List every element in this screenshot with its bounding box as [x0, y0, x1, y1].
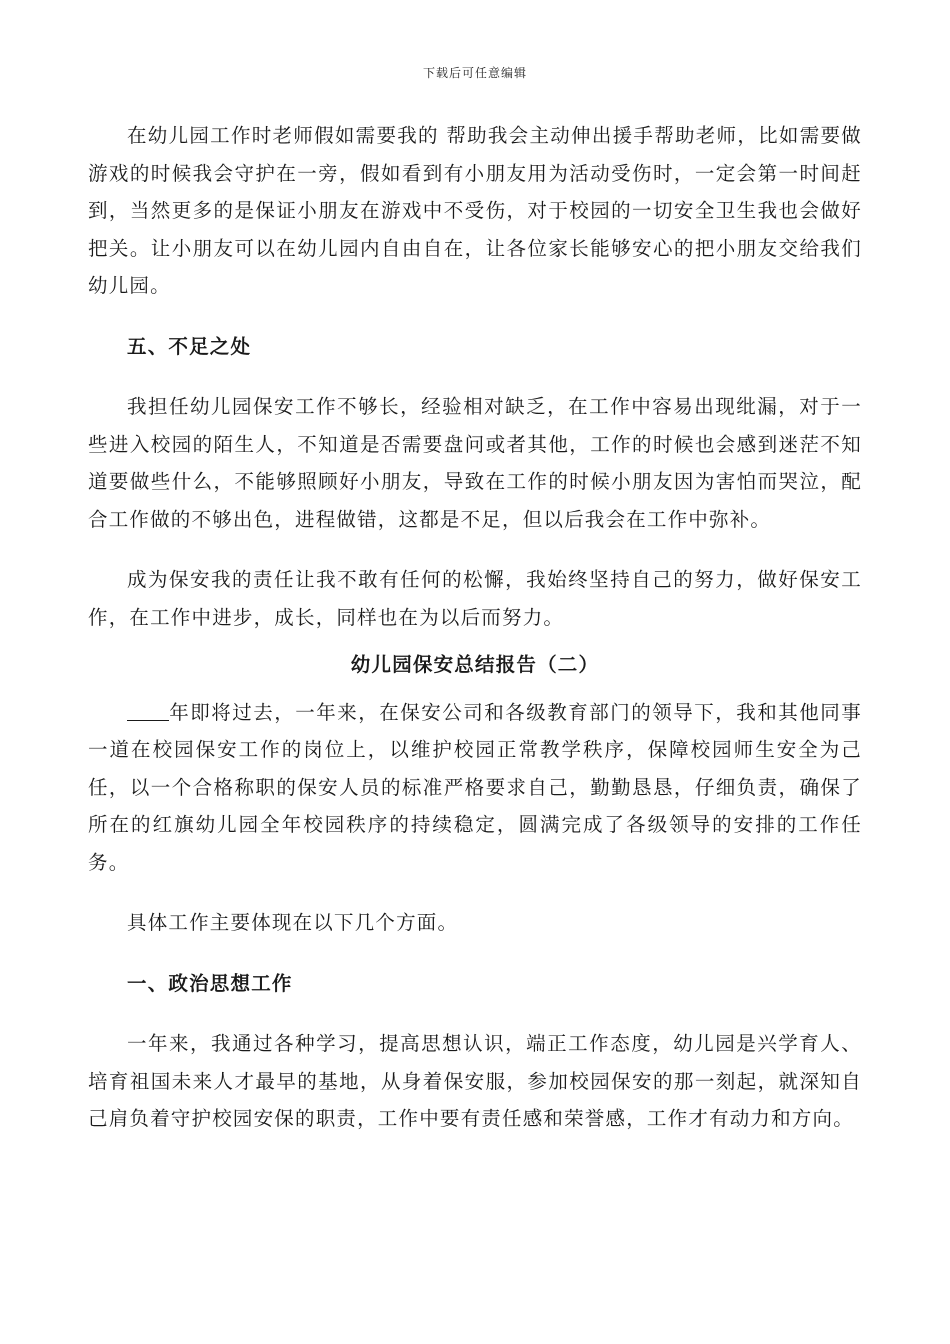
paragraph-responsibility: 成为保安我的责任让我不敢有任何的松懈，我始终坚持自己的努力，做好保安工作，在工作中进步，成长，同样也在为以后而努力。 — [88, 568, 862, 629]
paragraph-year-summary — [88, 694, 862, 882]
year-summary-text: 年即将过去，一年来，在保安公司和各级教育部门的领导下，我和其他同事一道在校园保安工作的岗位上，以维护校园正常教学秩序，保障校园师生安全为己任，以一个合格称职的保安人员的标准严格要求自己，勤勤恳恳，仔细负责，确保了所在的红旗幼儿园全年校园秩序的持续稳定，圆满完成了各级领导的安排的工作任务。 — [88, 700, 862, 874]
paragraph-shortcomings: 我担任幼儿园保安工作不够长，经验相对缺乏，在工作中容易出现纰漏，对于一些进入校园的陌生人，不知道是否需要盘问或者其他，工作的时候也会感到迷茫不知道要做些什么，不能够照顾好小朋友，导致在工作的时候小朋友因为害怕而哭泣，配合工作做的不够出色，进程做错，这都是不足，但以后我会在工作中弥补。 — [88, 395, 862, 531]
report-title-two: 幼儿园保安总结报告（二） — [350, 653, 600, 676]
document-body — [88, 117, 862, 1138]
section-heading-political: 一、政治思想工作 — [127, 971, 293, 995]
paragraph-aspects-intro: 具体工作主要体现在以下几个方面。 — [127, 911, 459, 934]
header-note: 下载后可任意编辑 — [422, 66, 527, 80]
paragraph-helping-teachers: 在幼儿园工作时老师假如需要我的 帮助我会主动伸出援手帮助老师，比如需要做游戏的时候我会守护在一旁，假如看到有小朋友用为活动受伤时，一定会第一时间赶到，当然更多的是保证小朋友在游戏中不受伤，对于校园的一切安全卫生我也会做好把关。让小朋友可以在幼儿园内自由自在，让各位家长能够安心的把小朋友交给我们幼儿园。 — [88, 124, 862, 297]
year-blank — [127, 700, 169, 721]
section-heading-shortcomings: 五、不足之处 — [127, 334, 252, 358]
paragraph-political-work: 一年来，我通过各种学习，提高思想认识，端正工作态度，幼儿园是兴学育人、培育祖国未来人才最早的基地，从身着保安服，参加校园保安的那一刻起，就深知自己肩负着守护校园安保的职责，工作中要有责任感和荣誉感，工作才有动力和方向。 — [88, 1032, 862, 1130]
